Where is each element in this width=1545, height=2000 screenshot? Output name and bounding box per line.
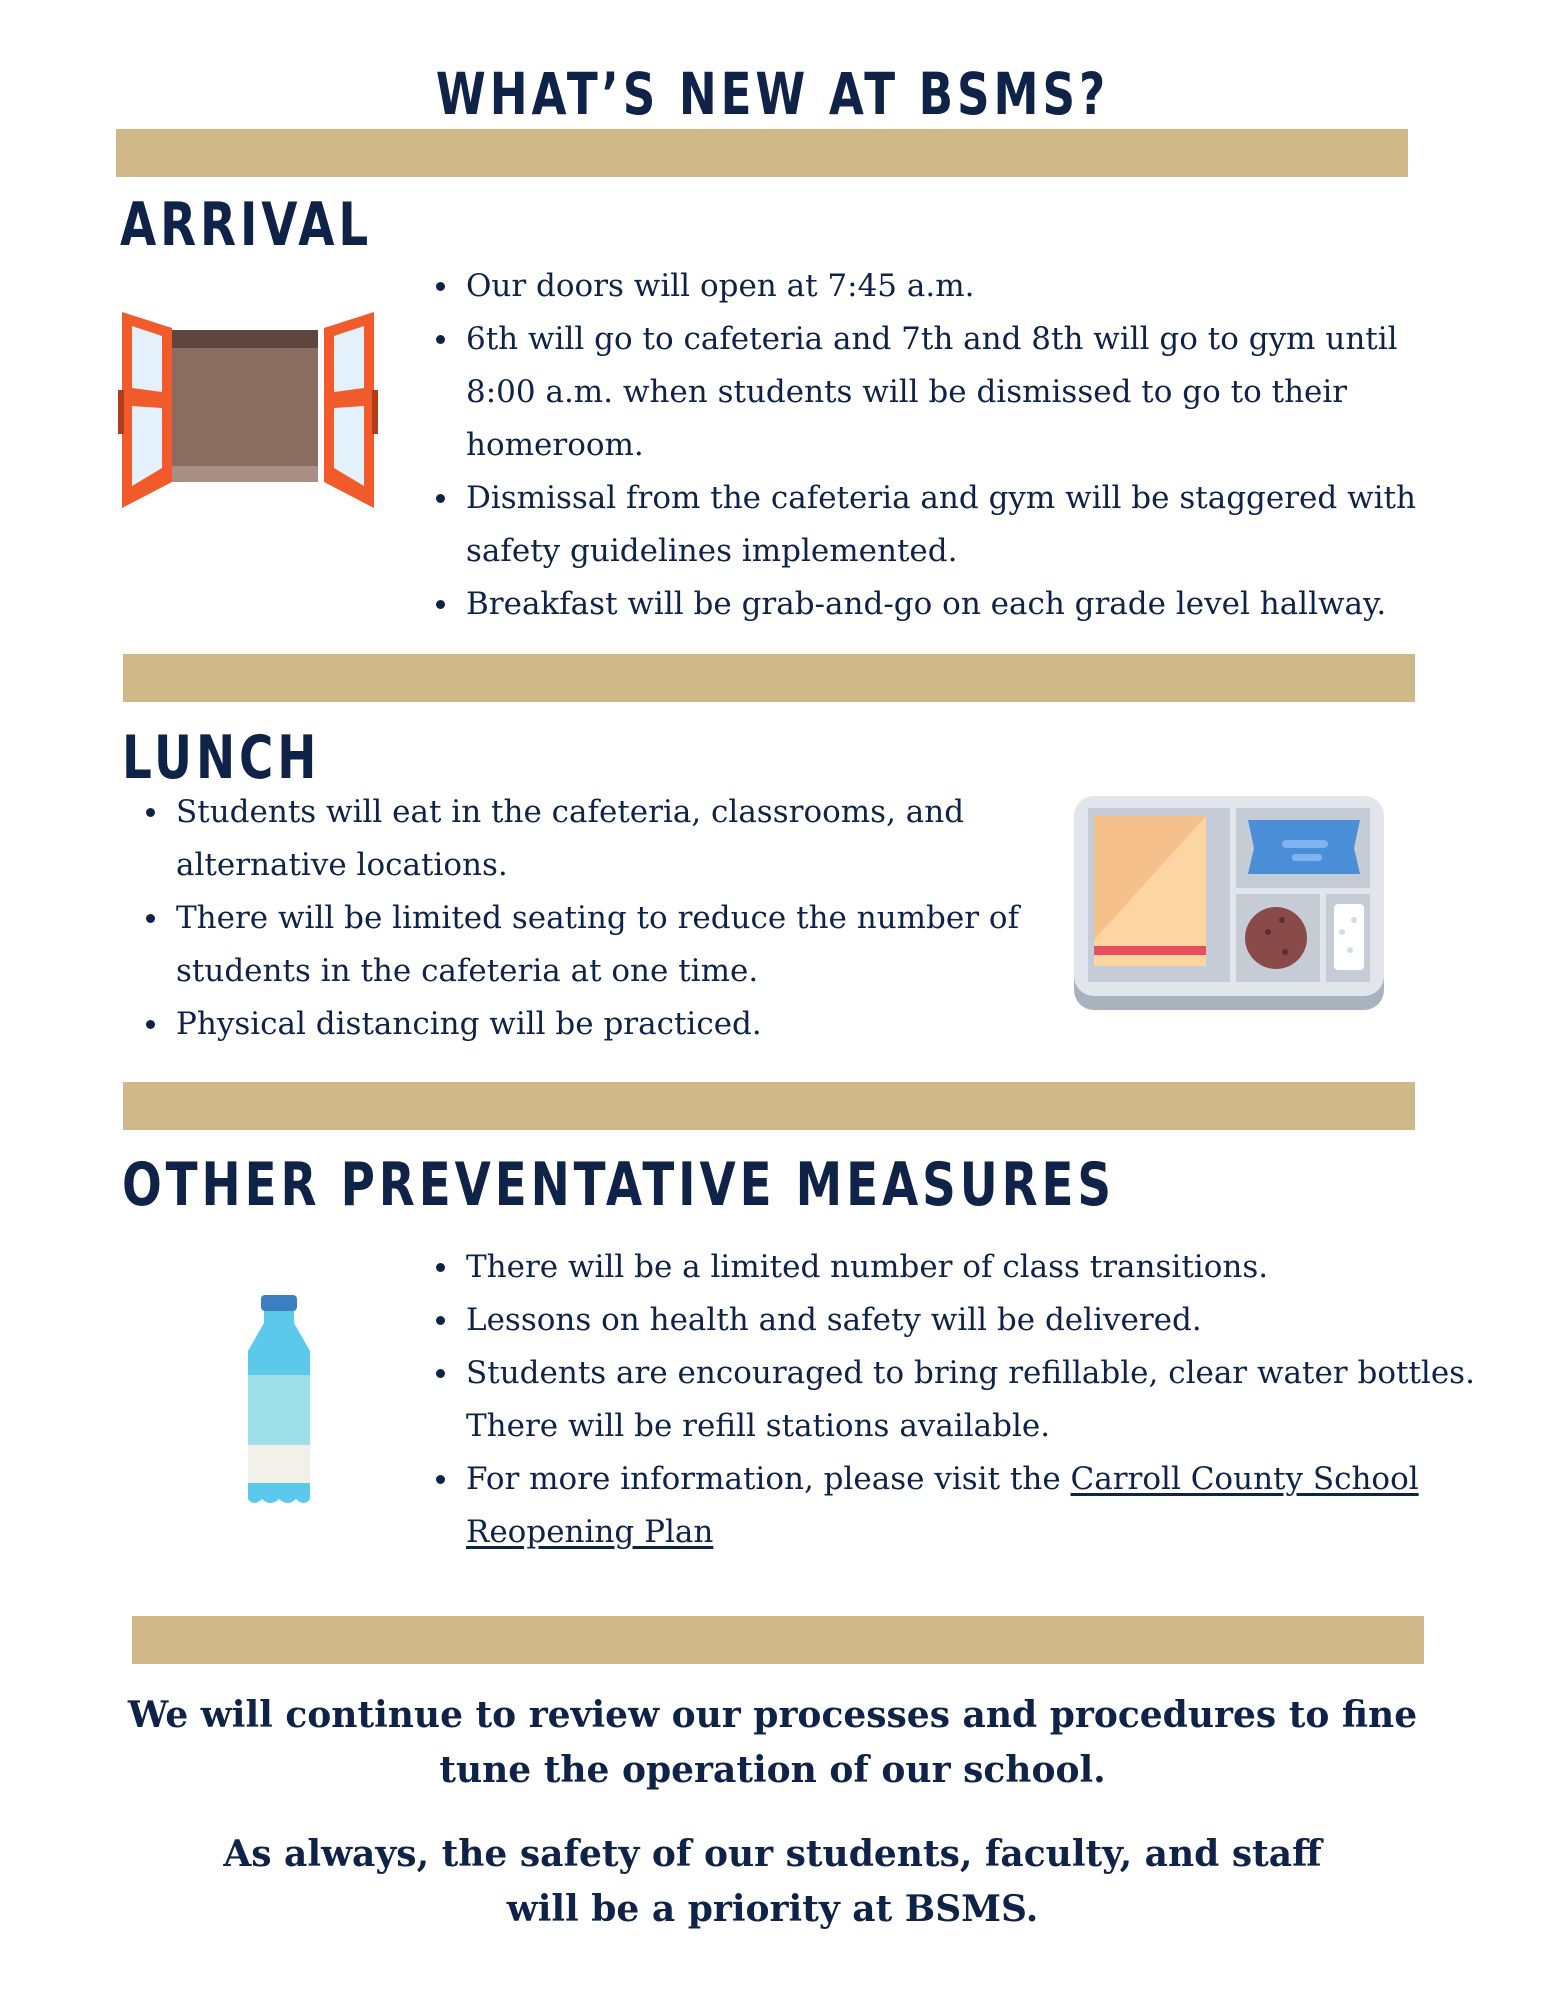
other-list: [432, 1241, 1506, 1559]
list-item: Breakfast will be grab-and-go on each grade level hallway.: [466, 578, 1466, 631]
list-item: 6th will go to cafeteria and 7th and 8th will go to gym until 8:00 a.m. when students will be dismissed to go to their homeroom.: [466, 313, 1466, 472]
closing-paragraph-2-line-1: As always, the safety of our students, faculty, and staff: [223, 1833, 1322, 1875]
page-title: WHAT’S NEW AT BSMS?: [435, 60, 1110, 128]
lunch-heading: LUNCH: [122, 723, 321, 793]
list-item: [466, 1453, 1506, 1559]
list-item: Physical distancing will be practiced.: [176, 998, 1076, 1051]
list-item: Students will eat in the cafeteria, classrooms, and alternative locations.: [176, 786, 1076, 892]
divider-bar: [123, 654, 1415, 702]
open-window-icon: [118, 308, 378, 514]
reopening-plan-link[interactable]: Carroll County School Reopening Plan: [466, 1461, 1419, 1550]
divider-bar: [132, 1616, 1424, 1664]
list-item: Students are encouraged to bring refillable, clear water bottles. There will be refill stations available.: [466, 1347, 1506, 1453]
lunch-tray-icon: [1070, 792, 1386, 1012]
lunch-list: [142, 786, 1076, 1051]
list-item: Dismissal from the cafeteria and gym will be staggered with safety guidelines implemented.: [466, 472, 1466, 578]
arrival-list: [432, 260, 1466, 631]
other-heading: OTHER PREVENTATIVE MEASURES: [122, 1150, 1116, 1220]
water-bottle-icon: [244, 1295, 314, 1509]
arrival-heading: ARRIVAL: [120, 190, 373, 260]
more-info-text: For more information, please visit the: [466, 1461, 1071, 1497]
closing-paragraph-2-line-2: will be a priority at BSMS.: [506, 1888, 1039, 1930]
list-item: There will be limited seating to reduce the number of students in the cafeteria at one time.: [176, 892, 1076, 998]
divider-bar: [123, 1082, 1415, 1130]
closing-paragraph-1: We will continue to review our processes and procedures to fine tune the operation of our school.: [127, 1694, 1418, 1791]
list-item: There will be a limited number of class transitions.: [466, 1241, 1506, 1294]
list-item: Our doors will open at 7:45 a.m.: [466, 260, 1466, 313]
list-item: Lessons on health and safety will be delivered.: [466, 1294, 1506, 1347]
divider-bar: [116, 129, 1408, 177]
